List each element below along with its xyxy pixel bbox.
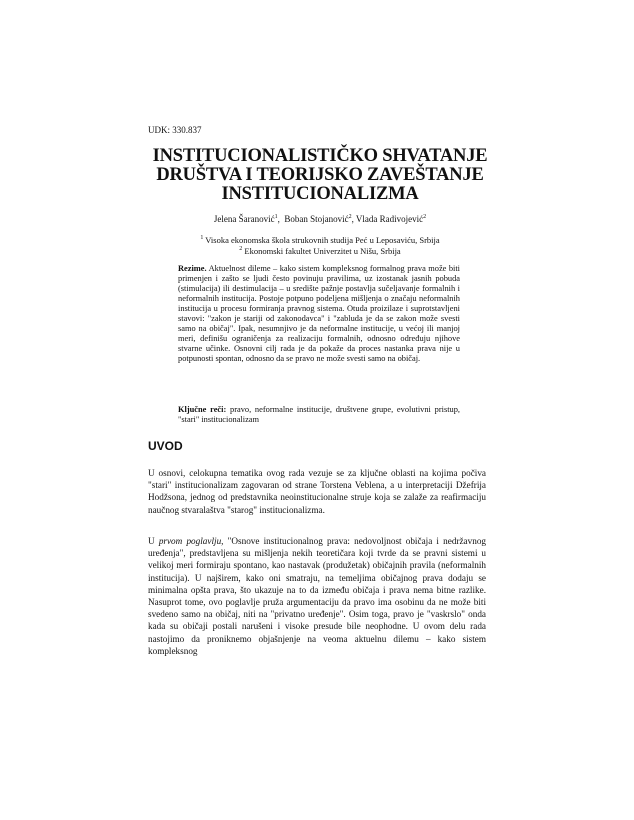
author-name: Jelena Šaranović [213,214,275,224]
udk-code: UDK: 330.837 [148,125,202,135]
affiliation-text: Visoka ekonomska škola strukovnih studija Peć u Leposaviću, Srbija [205,235,440,245]
affiliation-mark: 1 [200,235,204,242]
section-heading: UVOD [148,439,183,453]
author-name: Boban Stojanović [284,214,349,224]
author-list: Jelena Šaranović$^1$, Boban Stojanović$^2$, Vlada Radivojević$^2$ [213,214,427,224]
paragraph-text: "Osnove institucionalnog prava: nedovoljnost običaja i nedržavnog uređenja", predstavljena su mišljenja nekih teoretičara koji tvrde da se pravni sistemi u velikoj meri formiraju spontano, kao nastavak (produžetak) običajnih pravila (neformalnih institucija). U najširem, kako oni smatraju, na temeljima običajnog prava dodaju se minimalna opšta prava, što ukazuje na to da između običaja i prava nema bitne razlike. Nasuprot tome, ovo poglavlje pruža argumentaciju da pravo ima osobinu da ne može biti svedeno samo na običaj, niti na "privatno uređenje". Osim toga, pravo je "vaskrslo" onda kada su običaji postali narušeni i visoke presude bile neophodne. U ovom delu rada nastojimo da proniknemo objašnjenje na veoma aktuelnu dilemu – kako sistem kompleksnog [148,536,487,656]
affiliations [120,235,520,256]
author-affil-mark: 1 [274,214,278,220]
keywords [178,405,460,425]
affiliation-mark: 2 [239,245,243,252]
author-affil-mark: 2 [423,214,427,220]
abstract [178,264,460,364]
affiliation-text: Ekonomski fakultet Univerzitet u Nišu, Srbija [244,245,401,256]
paragraph-text: U [148,536,155,546]
keywords-label: Ključne reči: [178,405,227,414]
abstract-text: Aktuelnost dileme – kako sistem kompleksnog formalnog prava može biti primenjen i zašto se ljudi često povinuju pravilima, uz izostanak jasnih pobuda (stimulacija) ili destimulacija – u središte pažnje postavlja sučeljavanje formalnih i neformalnih institucija. Postoje potpuno podeljena mišljenja o značaju neformalnih institucija u procesu formiranja pravnog sistema. Otuda proizilaze i suprotstavljeni stavovi: "zakon je stariji od zakonodavca" i "zabluda je da se zakon može svesti samo na običaj". Ipak, nesumnjivo je da neformalne institucije, u većoj ili manjoj meri, definišu ograničenja za realizaciju formalnih, odnosno određuju njihove stvarne učinke. Osnovni cilj rada je da pokaže da proces nastanka prava nije u potpunosti spontan, odnosno da se pravo ne može svesti samo na običaj. [178,264,460,363]
title-line-3: INSTITUCIONALIZMA [221,184,419,204]
title-line-1: INSTITUCIONALISTIČKO SHVATANJE [152,146,488,166]
paper-title [130,147,510,204]
author-affil-mark: 2 [348,214,352,220]
keywords-text: pravo, neformalne institucije, društvene grupe, evolutivni pristup, "stari" institucionalizam [178,405,461,424]
body-paragraph-1: U osnovi, celokupna tematika ovog rada vezuje se za ključne oblasti na kojima počiva "stari" institucionalizam zagovaran od strane Torstena Veblena, a u interpretaciji Džefrija Hodžsona, jednog od predstavnika neoinstitucionalne struje koja se zalaže za reafirmaciju naučnog stvaralaštva "starog" institucionalizma. [148,468,486,515]
title-line-2: DRUŠTVA I TEORIJSKO ZAVEŠTANJE [156,165,484,185]
author-name: Vlada Radivojević [355,214,424,224]
affiliation-line [120,246,520,257]
emphasis-text: prvom poglavlju, [158,536,224,546]
affiliation-line [120,235,520,246]
abstract-label: Rezime. [178,264,207,273]
body-paragraph-2 [148,535,486,657]
